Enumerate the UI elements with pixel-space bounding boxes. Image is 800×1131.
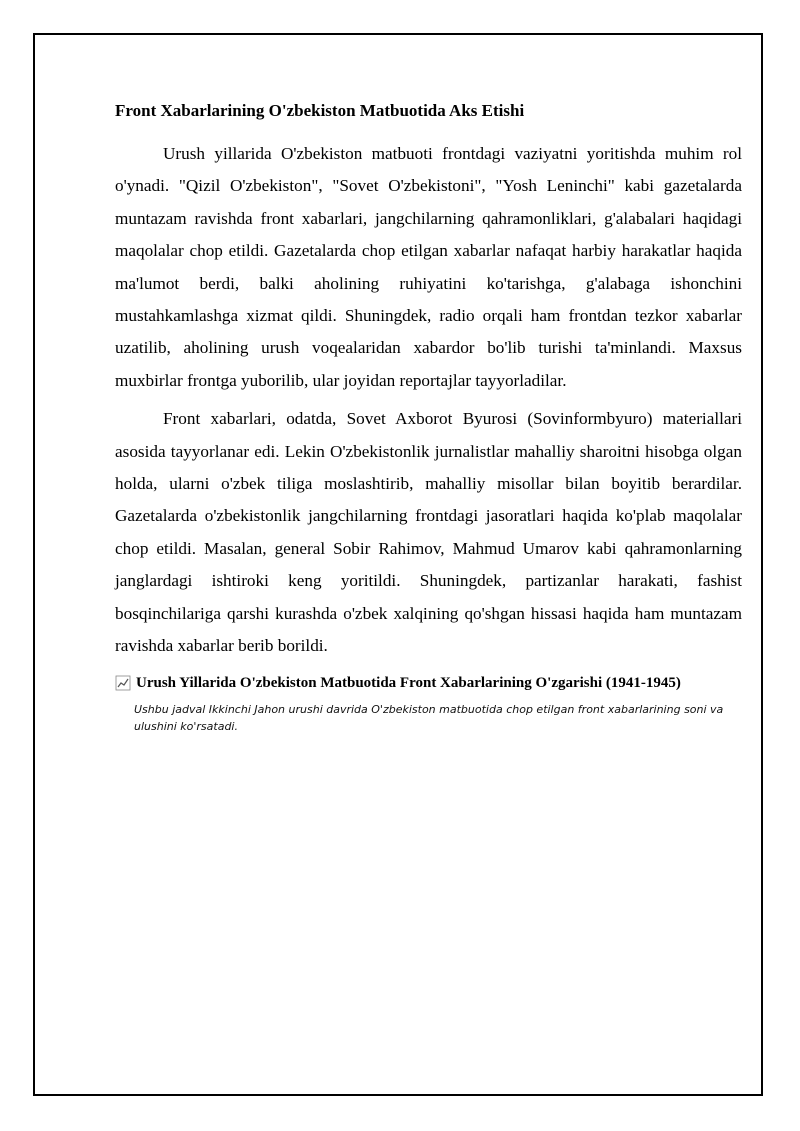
document-body xyxy=(115,98,742,735)
figure-description: Ushbu jadval Ikkinchi Jahon urushi davrida O'zbekiston matbuotida chop etilgan front xabarlarining soni va ulushini ko'rsatadi. xyxy=(134,702,724,733)
paragraph-2: Front xabarlari, odatda, Sovet Axborot Byurosi (Sovinformbyuro) materiallari asosida tayyorlanar edi. Lekin O'zbekistonlik jurnalistlar mahalliy sharoitni hisobga olgan holda, ularni o'zbek tiliga moslashtirib, mahalliy misollar bilan boyitib berardilar. Gazetalarda o'zbekistonlik jangchilarning frontdagi jasoratlari haqida ko'plab maqolalar chop etildi. Masalan, general Sobir Rahimov, Mahmud Umarov kabi qahramonlarning janglardagi ishtiroki keng yoritildi. Shuningdek, partizanlar harakati, fashist bosqinchilariga qarshi kurashda o'zbek xalqining qo'shgan hissasi haqida ham muntazam ravishda xabarlar berib borildi. xyxy=(115,409,742,656)
figure-caption xyxy=(115,673,742,693)
chart-line-icon xyxy=(115,675,131,691)
page-title: Front Xabarlarining O'zbekiston Matbuotida Aks Etishi xyxy=(115,101,525,120)
paragraph-1: Urush yillarida O'zbekiston matbuoti frontdagi vaziyatni yoritishda muhim rol o'ynadi. "Qizil O'zbekiston", "Sovet O'zbekistoni", "Yosh Leninchi" kabi gazetalarda muntazam ravishda front xabarlari, jangchilarning qahramonliklari, g'alabalari haqidagi maqolalar chop etildi. Gazetalarda chop etilgan xabarlar nafaqat harbiy harakatlar haqida ma'lumot berdi, balki aholining ruhiyatini ko'tarishga, g'alabaga ishonchini mustahkamlashga xizmat qildi. Shuningdek, radio orqali ham frontdan tezkor xabarlar uzatilib, aholining urush voqealaridan xabardor bo'lib turishi ta'minlandi. Maxsus muxbirlar frontga yuborilib, ular joyidan reportajlar tayyorladilar. xyxy=(115,144,742,390)
figure-title: Urush Yillarida O'zbekiston Matbuotida Front Xabarlarining O'zgarishi (1941-1945) xyxy=(136,674,681,691)
